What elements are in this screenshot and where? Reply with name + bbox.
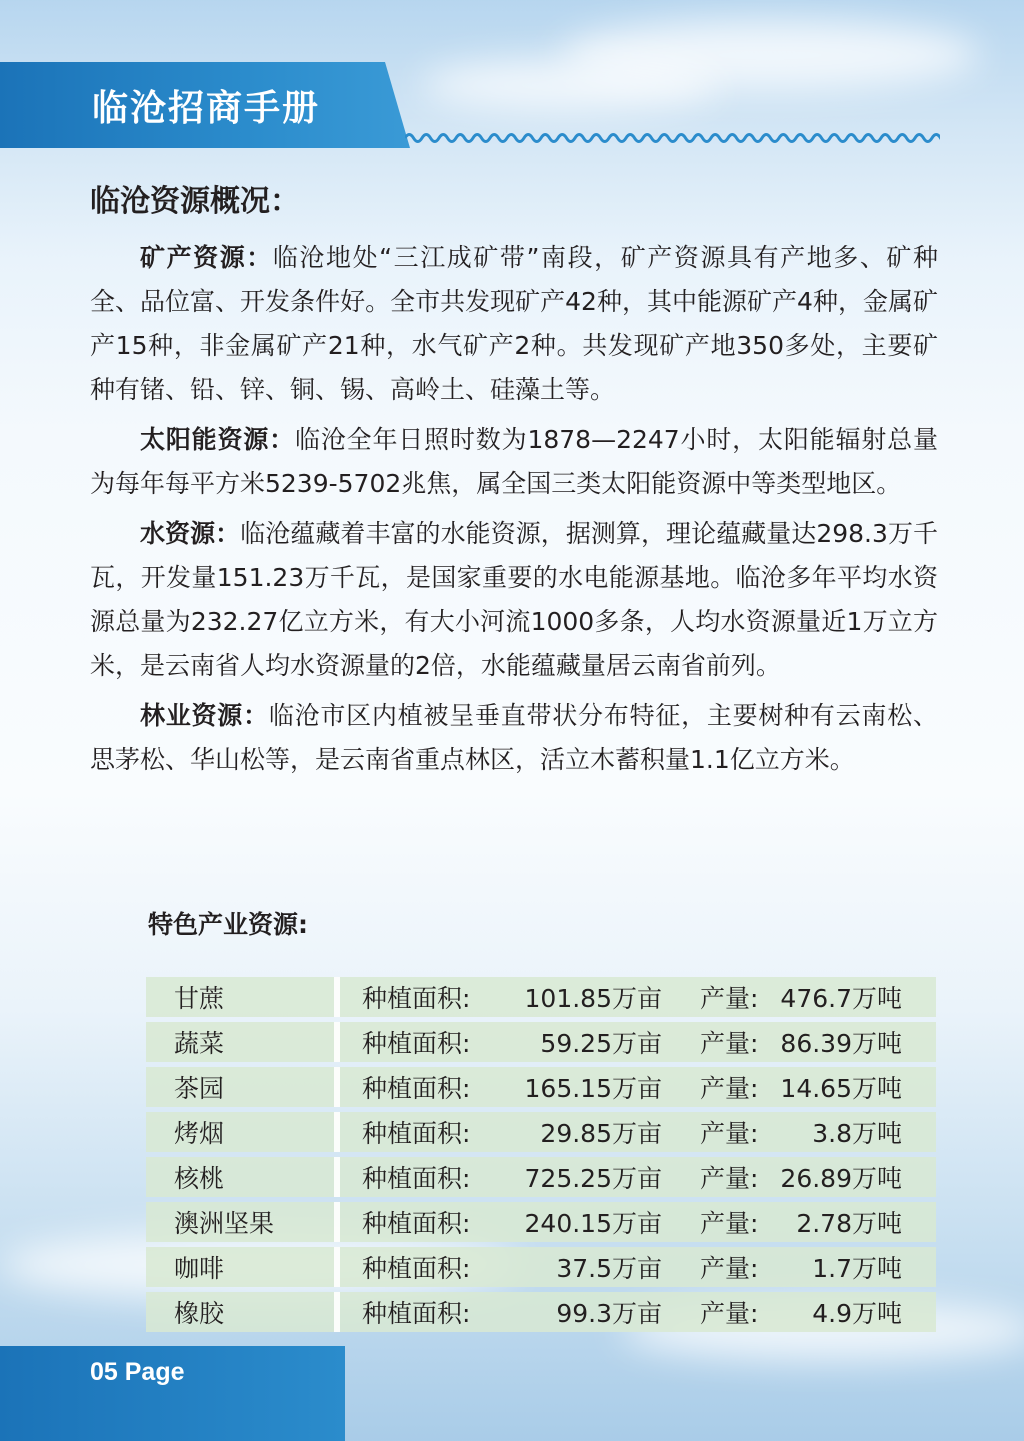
- header-title: 临沧招商手册: [92, 88, 321, 129]
- section-title: 临沧资源概况：: [90, 184, 300, 219]
- area-value: 37.5万亩: [512, 1247, 672, 1287]
- feature-industry-title: 特色产业资源:: [148, 910, 308, 939]
- page-number: 05 Page: [90, 1358, 185, 1386]
- table-row: [146, 1202, 936, 1242]
- output-value: 476.7万吨: [770, 977, 936, 1017]
- crop-name: 核桃: [146, 1157, 340, 1197]
- output-label: 产量:: [672, 1202, 770, 1242]
- output-value: 26.89万吨: [770, 1157, 936, 1197]
- area-value: 165.15万亩: [512, 1067, 672, 1107]
- paragraph-term: 林业资源：: [140, 701, 269, 730]
- paragraph-text: 临沧蕴藏着丰富的水能资源，据测算，理论蕴藏量达298.3万千瓦，开发量151.23万千瓦，是国家重要的水电能源基地。临沧多年平均水资源总量为232.27亿立方米，有大小河流1000多条，人均水资源量近1万立方米，是云南省人均水资源量的2倍，水能蕴藏量居云南省前列。: [90, 519, 938, 680]
- crop-name: 橡胶: [146, 1292, 340, 1332]
- paragraph-forestry: [90, 694, 938, 782]
- crop-name: 蔬菜: [146, 1022, 340, 1062]
- crop-name: 澳洲坚果: [146, 1202, 340, 1242]
- paragraph-text: 临沧全年日照时数为1878—2247小时，太阳能辐射总量为每年每平方米5239-5702兆焦，属全国三类太阳能资源中等类型地区。: [90, 425, 938, 498]
- area-label: 种植面积:: [340, 1157, 512, 1197]
- output-value: 14.65万吨: [770, 1067, 936, 1107]
- area-value: 240.15万亩: [512, 1202, 672, 1242]
- output-value: 1.7万吨: [770, 1247, 936, 1287]
- area-label: 种植面积:: [340, 1292, 512, 1332]
- table-row: [146, 1292, 936, 1332]
- area-label: 种植面积:: [340, 1112, 512, 1152]
- area-label: 种植面积:: [340, 1067, 512, 1107]
- paragraph-text: 临沧市区内植被呈垂直带状分布特征，主要树种有云南松、思茅松、华山松等，是云南省重点林区，活立木蓄积量1.1亿立方米。: [90, 701, 938, 774]
- output-value: 4.9万吨: [770, 1292, 936, 1332]
- table-row: [146, 977, 936, 1017]
- crop-name: 甘蔗: [146, 977, 340, 1017]
- area-value: 29.85万亩: [512, 1112, 672, 1152]
- output-label: 产量:: [672, 1292, 770, 1332]
- output-value: 2.78万吨: [770, 1202, 936, 1242]
- wave-divider: [405, 128, 940, 148]
- output-label: 产量:: [672, 1157, 770, 1197]
- crop-name: 咖啡: [146, 1247, 340, 1287]
- area-value: 101.85万亩: [512, 977, 672, 1017]
- cloud-decoration: [420, 60, 720, 110]
- table-row: [146, 1112, 936, 1152]
- crop-name: 烤烟: [146, 1112, 340, 1152]
- paragraph-term: 太阳能资源：: [140, 425, 295, 454]
- area-label: 种植面积:: [340, 1247, 512, 1287]
- area-label: 种植面积:: [340, 977, 512, 1017]
- paragraph-text: 临沧地处“三江成矿带”南段，矿产资源具有产地多、矿种全、品位富、开发条件好。全市共发现矿产42种，其中能源矿产4种，金属矿产15种，非金属矿产21种，水气矿产2种。共发现矿产地350多处，主要矿种有锗、铅、锌、铜、锡、高岭土、硅藻土等。: [90, 243, 938, 404]
- output-label: 产量:: [672, 1067, 770, 1107]
- paragraph-water: [90, 512, 938, 688]
- table-row: [146, 1247, 936, 1287]
- table-row: [146, 1022, 936, 1062]
- table-row: [146, 1067, 936, 1107]
- paragraph-term: 矿产资源：: [140, 243, 273, 272]
- output-value: 86.39万吨: [770, 1022, 936, 1062]
- area-label: 种植面积:: [340, 1022, 512, 1062]
- output-value: 3.8万吨: [770, 1112, 936, 1152]
- area-value: 59.25万亩: [512, 1022, 672, 1062]
- area-value: 99.3万亩: [512, 1292, 672, 1332]
- output-label: 产量:: [672, 1247, 770, 1287]
- crop-table: [146, 972, 936, 1337]
- output-label: 产量:: [672, 977, 770, 1017]
- resource-paragraphs: [90, 236, 938, 788]
- paragraph-term: 水资源：: [140, 519, 241, 548]
- area-value: 725.25万亩: [512, 1157, 672, 1197]
- output-label: 产量:: [672, 1022, 770, 1062]
- table-row: [146, 1157, 936, 1197]
- paragraph-solar: [90, 418, 938, 506]
- crop-name: 茶园: [146, 1067, 340, 1107]
- area-label: 种植面积:: [340, 1202, 512, 1242]
- output-label: 产量:: [672, 1112, 770, 1152]
- paragraph-minerals: [90, 236, 938, 412]
